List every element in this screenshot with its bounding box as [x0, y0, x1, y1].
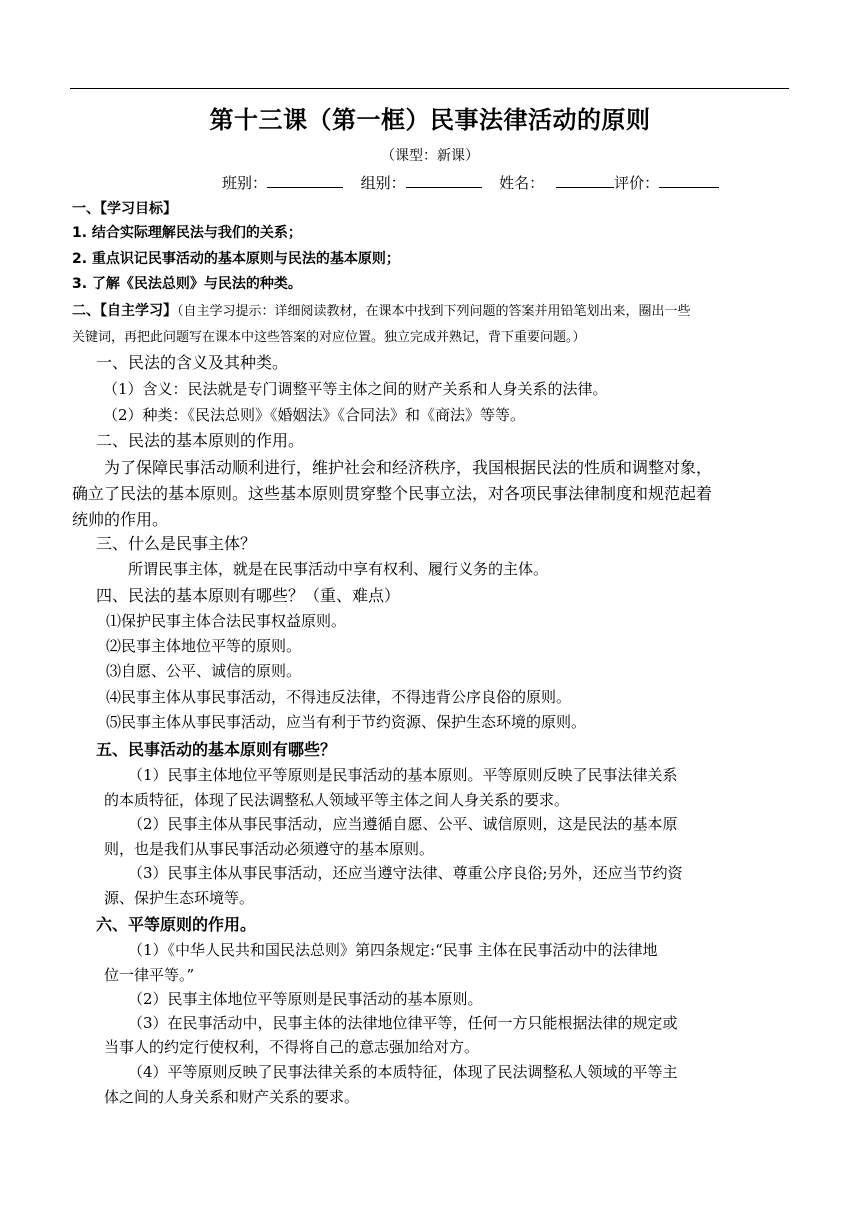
eval-blank[interactable] — [659, 173, 719, 188]
self-study-heading: 二、【自主学习】 — [72, 303, 177, 319]
section-1-paragraph: （2）种类：《民法总则》《婚姻法》《合同法》和《商法》等等。 — [103, 406, 526, 424]
section-5-paragraph: （2）民事主体从事民事活动，应当遵循自愿、公平、诚信原则，这是民法的基本原 — [128, 815, 678, 833]
goals-heading: 一、【学习目标】 — [72, 201, 177, 217]
eval-label: 评价： — [614, 174, 660, 192]
section-5-title: 五、民事活动的基本原则有哪些？ — [96, 740, 337, 759]
goal-item: 2. 重点识记民事活动的基本原则与民法的基本原则； — [72, 251, 400, 267]
lesson-type: （课型：新课） — [381, 148, 479, 164]
section-6-paragraph: （3）在民事活动中，民事主体的法律地位律平等，任何一方只能根据法律的规定或 — [128, 1014, 678, 1032]
section-3-title: 三、什么是民事主体？ — [96, 534, 257, 553]
goal-item: 3. 了解《民法总则》与民法的种类。 — [72, 276, 302, 292]
section-6-paragraph: 位一律平等。” — [104, 966, 195, 984]
section-6-paragraph: 体之间的人身关系和财产关系的要求。 — [104, 1088, 360, 1106]
goal-item: 1. 结合实际理解民法与我们的关系； — [72, 225, 302, 241]
section-4-item: ⑶自愿、公平、诚信的原则。 — [106, 662, 302, 680]
name-blank[interactable] — [556, 173, 614, 188]
section-3-paragraph: 所谓民事主体，就是在民事活动中享有权利、履行义务的主体。 — [128, 560, 549, 578]
section-2-paragraph: 统帅的作用。 — [72, 510, 169, 529]
section-1-title: 一、民法的含义及其种类。 — [96, 353, 289, 372]
section-2-paragraph: 为了保障民事活动顺利进行，维护社会和经济秩序，我国根据民法的性质和调整对象， — [104, 458, 713, 477]
section-5-paragraph: 源、保护生态环境等。 — [104, 889, 255, 907]
section-4-item: ⑸民事主体从事民事活动，应当有利于节约资源、保护生态环境的原则。 — [106, 713, 587, 731]
section-6-paragraph: 当事人的约定行使权利，不得将自己的意志强加给对方。 — [104, 1038, 480, 1056]
section-1-paragraph: （1）含义：民法就是专门调整平等主体之间的财产关系和人身关系的法律。 — [103, 380, 608, 398]
section-5-paragraph: 的本质特征，体现了民法调整私人领域平等主体之间人身关系的要求。 — [104, 791, 570, 809]
section-4-item: ⑵民事主体地位平等的原则。 — [106, 637, 302, 655]
section-6-title: 六、平等原则的作用。 — [96, 915, 257, 934]
section-5-paragraph: 则，也是我们从事民事活动必须遵守的基本原则。 — [104, 840, 435, 858]
section-5-paragraph: （1）民事主体地位平等原则是民事活动的基本原则。平等原则反映了民事法律关系 — [128, 766, 678, 784]
section-6-paragraph: （4）平等原则反映了民事法律关系的本质特征，体现了民法调整私人领域的平等主 — [128, 1063, 678, 1081]
section-4-item: ⑴保护民事主体合法民事权益原则。 — [106, 612, 347, 630]
name-label: 姓名： — [499, 174, 545, 192]
section-4-title: 四、民法的基本原则有哪些？（重、难点） — [96, 586, 401, 605]
section-2-title: 二、民法的基本原则的作用。 — [96, 431, 305, 450]
section-6-paragraph: （2）民事主体地位平等原则是民事活动的基本原则。 — [128, 990, 483, 1008]
page-title: 第十三课（第一框）民事法律活动的原则 — [209, 106, 651, 134]
class-blank[interactable] — [267, 173, 343, 188]
self-study-heading-row — [72, 300, 691, 320]
section-2-paragraph: 确立了民法的基本原则。这些基本原则贯穿整个民事立法，对各项民事法律制度和规范起着 — [72, 484, 713, 503]
self-study-hint: （自主学习提示：详细阅读教材，在课本中找到下列问题的答案并用铅笔划出来，圈出一些 — [177, 304, 691, 319]
group-blank[interactable] — [406, 173, 482, 188]
section-4-item: ⑷民事主体从事民事活动，不得违反法律，不得违背公序良俗的原则。 — [106, 688, 572, 706]
student-info-row — [222, 172, 719, 193]
section-6-paragraph: （1）《中华人民共和国民法总则》第四条规定:“民事 主体在民事活动中的法律地 — [128, 941, 658, 959]
section-5-paragraph: （3）民事主体从事民事活动，还应当遵守法律、尊重公序良俗;另外，还应当节约资 — [128, 864, 683, 882]
top-rule — [70, 88, 789, 89]
class-label: 班别： — [222, 174, 268, 192]
self-study-hint-cont: 关键词，再把此问题写在课本中这些答案的对应位置。独立完成并熟记，背下重要问题。） — [72, 330, 586, 345]
group-label: 组别： — [360, 174, 406, 192]
